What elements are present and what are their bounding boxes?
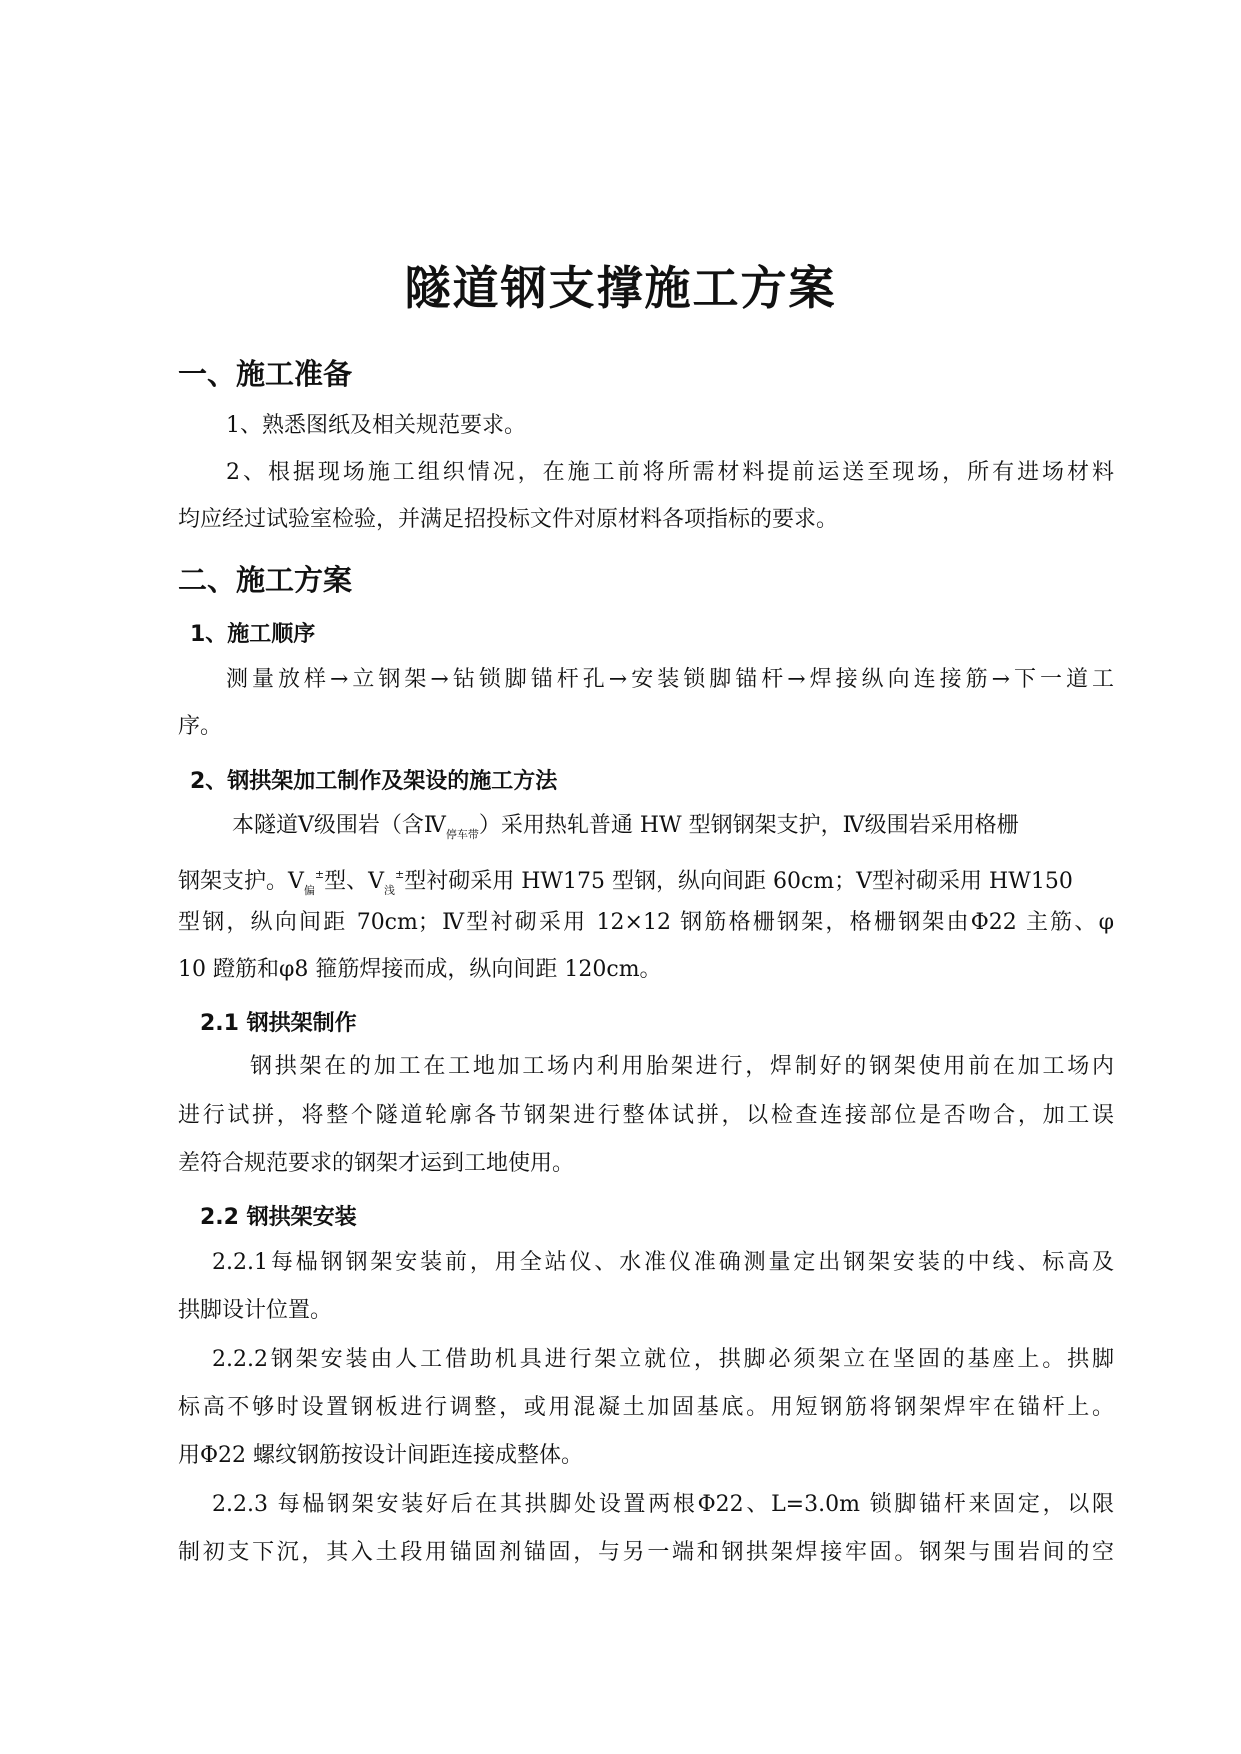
subscript-text: 偏 (303, 884, 315, 897)
section-heading-plan: 二、施工方案 (178, 563, 353, 597)
paragraph-line: 测量放样→立钢架→钻锁脚锚杆孔→安装锁脚锚杆→焊接纵向连接筋→下一道工 (226, 667, 1114, 692)
paragraph-line: 2.2.3 每榀钢架安装好后在其拱脚处设置两根Φ22、L=3.0m 锁脚锚杆来固定，以限 (212, 1492, 1114, 1517)
paragraph-line: 1、熟悉图纸及相关规范要求。 (226, 413, 526, 438)
subsection-heading-installation: 2.2 钢拱架安装 (200, 1205, 357, 1230)
paragraph-line: 序。 (178, 714, 223, 739)
paragraph-line (232, 811, 1114, 850)
paragraph-line: 型钢，纵向间距 70cm；Ⅳ型衬砌采用 12×12 钢筋格栅钢架，格栅钢架由Φ22 主筋、φ (178, 910, 1114, 935)
subscript-text: 浅 (384, 884, 395, 897)
superscript-text: ± (314, 868, 325, 881)
paragraph-line: 10 蹬筋和φ8 箍筋焊接而成，纵向间距 120cm。 (178, 957, 662, 982)
paragraph-line: 拱脚设计位置。 (178, 1298, 333, 1323)
paragraph-line: 2.2.1每榀钢钢架安装前，用全站仪、水准仪准确测量定出钢架安装的中线、标高及 (212, 1250, 1114, 1275)
subsection-heading-method: 2、钢拱架加工制作及架设的施工方法 (190, 769, 558, 794)
section-heading-preparation: 一、施工准备 (178, 357, 353, 391)
paragraph-line: 制初支下沉，其入土段用锚固剂锚固，与另一端和钢拱架焊接牢固。钢架与围岩间的空 (178, 1540, 1114, 1565)
paragraph-line: 2.2.2钢架安装由人工借助机具进行架立就位，拱脚必须架立在坚固的基座上。拱脚 (212, 1347, 1114, 1372)
paragraph-line: 钢拱架在的加工在工地加工场内利用胎架进行，焊制好的钢架使用前在加工场内 (250, 1054, 1114, 1079)
paragraph-line: 用Φ22 螺纹钢筋按设计间距连接成整体。 (178, 1443, 584, 1468)
text-span: 钢架支护。Ⅴ (178, 869, 304, 894)
paragraph-line: 差符合规范要求的钢架才运到工地使用。 (178, 1151, 575, 1176)
text-span: 型、Ⅴ (324, 869, 384, 894)
paragraph-line: 标高不够时设置钢板进行调整，或用混凝土加固基底。用短钢筋将钢架焊牢在锚杆上。 (178, 1395, 1114, 1420)
subscript-text: 停车带 (445, 828, 479, 841)
paragraph-line (178, 860, 1114, 906)
paragraph-line: 2、根据现场施工组织情况，在施工前将所需材料提前运送至现场，所有进场材料 (226, 460, 1114, 485)
text-span: ）采用热轧普通 HW 型钢钢架支护，Ⅳ级围岩采用格栅 (478, 813, 1019, 838)
paragraph-line: 均应经过试验室检验，并满足招投标文件对原材料各项指标的要求。 (178, 507, 839, 532)
text-span: 本隧道Ⅴ级围岩（含Ⅳ (232, 813, 446, 838)
paragraph-line: 进行试拼，将整个隧道轮廓各节钢架进行整体试拼，以检查连接部位是否吻合，加工误 (178, 1103, 1114, 1128)
document-title: 隧道钢支撑施工方案 (404, 261, 837, 315)
subsection-heading-sequence: 1、施工顺序 (190, 622, 316, 647)
text-span: 型衬砌采用 HW175 型钢，纵向间距 60cm；Ⅴ型衬砌采用 HW150 (404, 869, 1073, 894)
subsection-heading-fabrication: 2.1 钢拱架制作 (200, 1011, 357, 1036)
superscript-text: ± (395, 868, 405, 881)
